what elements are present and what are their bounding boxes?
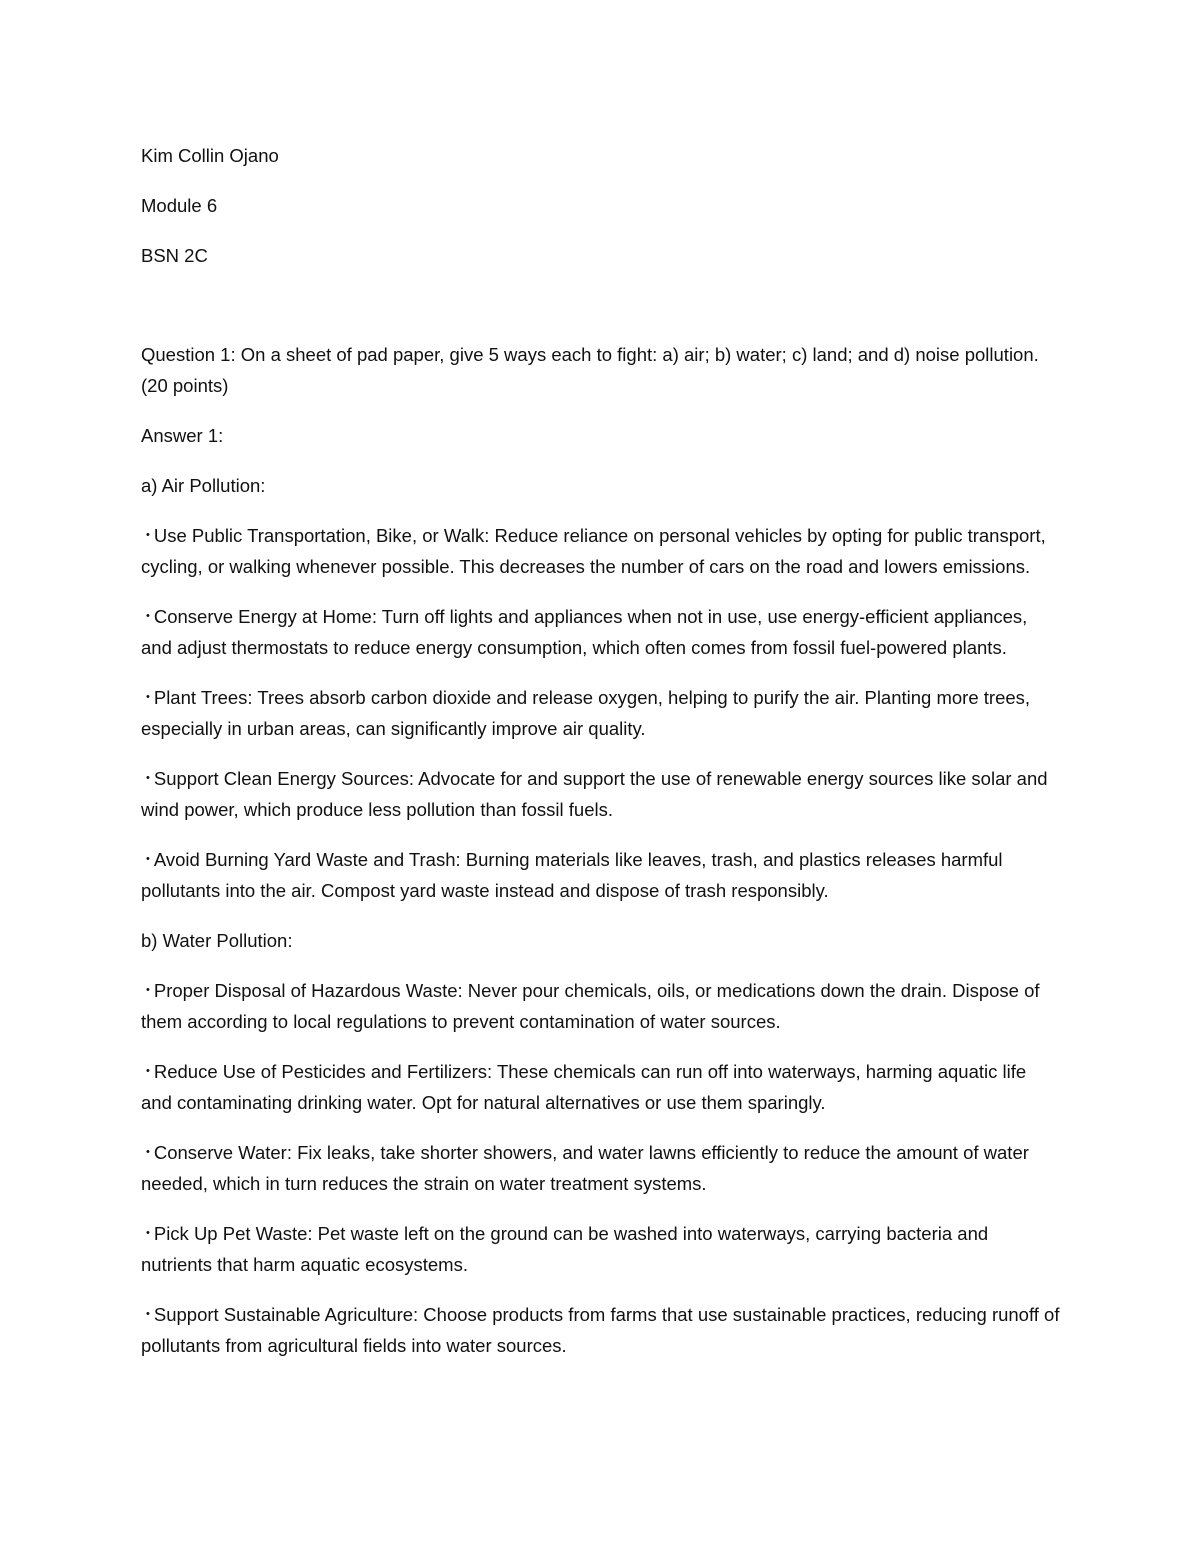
class-section: BSN 2C (141, 245, 208, 266)
list-item (141, 975, 1060, 1037)
list-item (141, 520, 1060, 582)
module-label: Module 6 (141, 195, 218, 216)
list-item-text: Plant Trees: Trees absorb carbon dioxide and release oxygen, helping to purify the air. Planting more trees, especially in urban areas, can significantly improve air quality. (141, 687, 1031, 739)
list-item (141, 1137, 1060, 1199)
question-text: Question 1: On a sheet of pad paper, give 5 ways each to fight: a) air; b) water; c) land; and d) noise pollution. (20 points) (141, 344, 1039, 396)
bullet-icon: • (146, 853, 150, 865)
section-heading-water: b) Water Pollution: (141, 930, 293, 951)
list-item (141, 763, 1060, 825)
list-item-text: Conserve Energy at Home: Turn off lights and appliances when not in use, use energy-efficient appliances, and adjust thermostats to reduce energy consumption, which often comes from fossil fuel-powered plants. (141, 606, 1028, 658)
bullet-icon: • (146, 1227, 150, 1239)
list-item (141, 682, 1060, 744)
list-item-text: Support Sustainable Agriculture: Choose products from farms that use sustainable practices, reducing runoff of pollutants from agricultural fields into water sources. (141, 1304, 1060, 1356)
bullet-icon: • (146, 1146, 150, 1158)
bullet-icon: • (146, 610, 150, 622)
list-item (141, 1056, 1060, 1118)
bullet-icon: • (146, 984, 150, 996)
list-item-text: Use Public Transportation, Bike, or Walk: Reduce reliance on personal vehicles by opting for public transport, cycling, or walking whenever possible. This decreases the number of cars on the road and lowers emissions. (141, 525, 1046, 577)
section-heading-air: a) Air Pollution: (141, 475, 266, 496)
list-item (141, 601, 1060, 663)
list-item-text: Pick Up Pet Waste: Pet waste left on the ground can be washed into waterways, carrying bacteria and nutrients that harm aquatic ecosystems. (141, 1223, 989, 1275)
list-item-text: Conserve Water: Fix leaks, take shorter showers, and water lawns efficiently to reduce the amount of water needed, which in turn reduces the strain on water treatment systems. (141, 1142, 1029, 1194)
list-item-text: Proper Disposal of Hazardous Waste: Never pour chemicals, oils, or medications down the drain. Dispose of them according to local regulations to prevent contamination of water sources. (141, 980, 1040, 1032)
list-item (141, 844, 1060, 906)
list-item-text: Avoid Burning Yard Waste and Trash: Burning materials like leaves, trash, and plastics releases harmful pollutants into the air. Compost yard waste instead and dispose of trash responsibly. (141, 849, 1003, 901)
bullet-icon: • (146, 691, 150, 703)
list-item-text: Support Clean Energy Sources: Advocate for and support the use of renewable energy sources like solar and wind power, which produce less pollution than fossil fuels. (141, 768, 1048, 820)
bullet-icon: • (146, 772, 150, 784)
bullet-icon: • (146, 529, 150, 541)
list-item (141, 1299, 1060, 1361)
list-item-text: Reduce Use of Pesticides and Fertilizers: These chemicals can run off into waterways, harming aquatic life and contaminating drinking water. Opt for natural alternatives or use them sparingly. (141, 1061, 1027, 1113)
list-item (141, 1218, 1060, 1280)
answer-label: Answer 1: (141, 425, 224, 446)
bullet-icon: • (146, 1065, 150, 1077)
author-name: Kim Collin Ojano (141, 145, 279, 166)
bullet-icon: • (146, 1308, 150, 1320)
